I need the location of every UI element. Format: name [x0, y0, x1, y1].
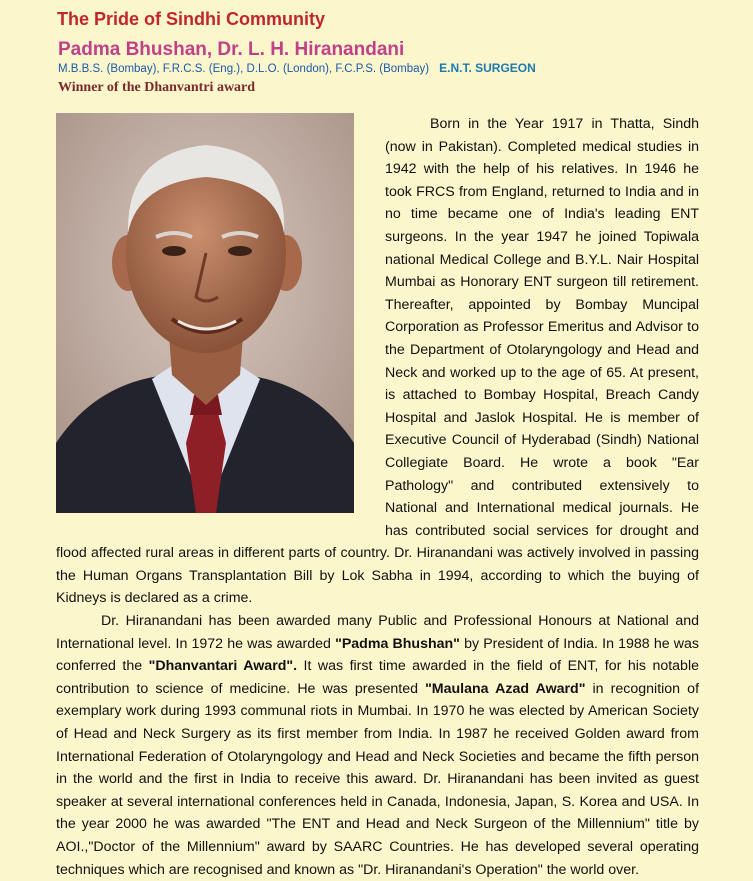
paragraph-honours — [56, 610, 699, 881]
subject-name: Padma Bhushan, Dr. L. H. Hiranandani — [58, 39, 405, 60]
award-padma-bhushan: "Padma Bhushan" — [335, 635, 460, 652]
award-dhanvantari: "Dhanvantari Award". — [148, 658, 298, 675]
qualifications-line — [58, 61, 536, 75]
honours-text-2: by President of India. In 1988 he was conferred the — [56, 635, 699, 675]
honours-text-1: Dr. Hiranandani has been awarded many Public and Professional Honours at National and International level. In 1972 he was awarded — [56, 613, 699, 652]
paragraph-biography: Born in the Year 1917 in Thatta, Sindh (now in Pakistan). Completed medical studies in 1942 with the help of his relatives. In 1946 he took FRCS from England, returned to India and in no time became one of India's leading ENT surgeons. In the year 1947 he joined Topiwala national Medical College and B.Y.L. Nair Hospital Mumbai as Honorary ENT surgeon till retirement. Thereafter, appointed by Bombay Muncipal Corporation as Professor Emeritus and Advisor to the Department of Otolaryngology and Head and Neck and worked up to the age of 65. At present, is attached to Bombay Hospital, Breach Candy Hospital and Jaslok Hospital. He is member of Executive Council of Hyderabad (Sindh) National Collegiate Board. He wrote a book "Ear Pathology" and contributed extensively to National and International medical journals. He has contributed social services for drought and flood affected rural areas in different parts of country. Dr. Hiranandani was actively involved in passing the Human Organs Transplantation Bill by Lok Sabha in 1994, according to which the buying of Kidneys is declared as a crime. — [56, 116, 699, 607]
award-maulana-azad: "Maulana Azad Award" — [425, 680, 586, 697]
article-body — [56, 113, 699, 881]
honours-text-4: in recognition of exemplary work during 1993 communal riots in Mumbai. In 1970 he was elected by American Society of Head and Neck Surgery as its first member from India. In 1987 he received Golden award from International Federation of Otolaryngology and Head and Neck Societies and became the fifth person in the world and the first in India to receive this award. Dr. Hiranandani has been invited as guest speaker at several international conferences held in Canada, Indonesia, Japan, S. Korea and USA. In the year 2000 he was awarded "The ENT and Head and Neck Surgeon of the Millennium" title by AOI.,"Doctor of the Millennium" award by SAARC Countries. He has developed several operating techniques which are recognised and known as "Dr. Hiranandani's Operation" the world over. — [56, 680, 700, 878]
page-title: The Pride of Sindhi Community — [57, 9, 326, 29]
honours-text-3: It was first time awarded in the field of ENT, for his notable contribution to science of medicine. He was presented — [56, 658, 699, 697]
qualifications-text: M.B.B.S. (Bombay), F.R.C.S. (Eng.), D.L.O. (London), F.C.P.S. (Bombay) — [58, 63, 430, 75]
award-subtitle: Winner of the Dhanvantri award — [58, 80, 256, 95]
photo-float-spacer — [56, 113, 354, 523]
specialty-text: E.N.T. SURGEON — [439, 61, 536, 75]
